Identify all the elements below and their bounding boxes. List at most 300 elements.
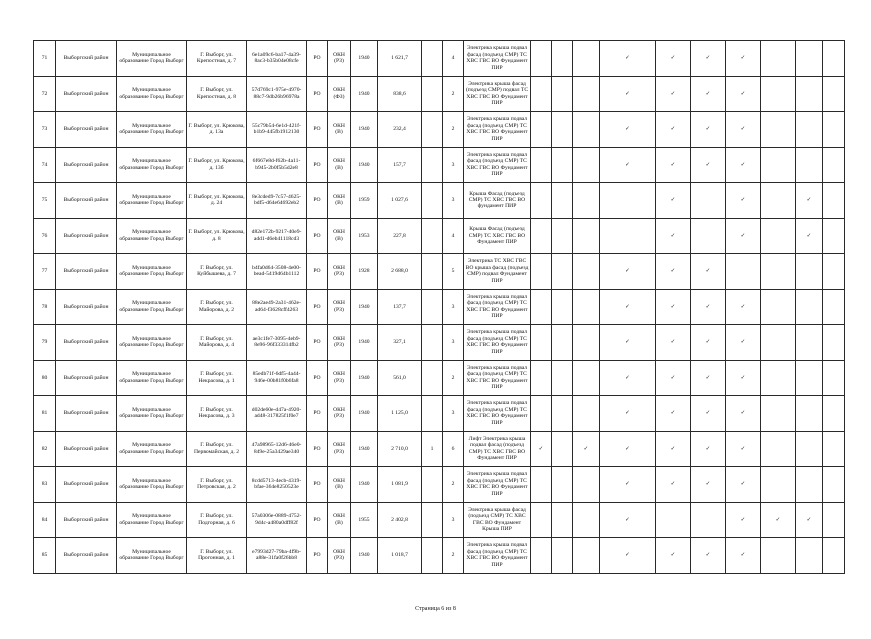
floors-cell: 3 bbox=[443, 183, 464, 219]
table-row bbox=[34, 325, 845, 361]
empty-check-cell bbox=[796, 76, 823, 112]
address-cell: Г. Выборг, ул. Первомайская, д. 2 bbox=[187, 431, 247, 467]
empty-check-cell bbox=[823, 41, 845, 77]
checkmark-cell: ✓ bbox=[796, 502, 823, 538]
checkmark-cell: ✓ bbox=[691, 396, 726, 432]
program-cell: РО bbox=[307, 254, 328, 290]
house-guid-cell: ae3c1fe7-3095-4eb9-8e96-96f333314fb2 bbox=[247, 325, 307, 361]
checkmark-cell: ✓ bbox=[656, 325, 691, 361]
checkmark-cell: ✓ bbox=[600, 431, 656, 467]
method-cell: ОКН (РЗ) bbox=[328, 360, 351, 396]
empty-check-cell bbox=[531, 254, 552, 290]
row-number: 79 bbox=[34, 325, 56, 361]
address-cell: Г. Выборг, ул. Прогонная, д. 1 bbox=[187, 538, 247, 574]
program-cell: РО bbox=[307, 112, 328, 148]
municipality-cell: Муниципальное образование Город Выборг bbox=[117, 147, 187, 183]
area-cell: 1 125,0 bbox=[378, 396, 422, 432]
empty-check-cell bbox=[552, 431, 573, 467]
empty-check-cell bbox=[796, 538, 823, 574]
checkmark-cell: ✓ bbox=[726, 41, 761, 77]
checkmark-cell: ✓ bbox=[656, 254, 691, 290]
table-row bbox=[34, 538, 845, 574]
address-cell: Г. Выборг, ул. Крюкова, д. 24 bbox=[187, 183, 247, 219]
works-list-cell: Электрика крыша подвал фасад (подъезд СМР) ТС ХВС ГВС ВО Фундамент ПИР bbox=[464, 467, 531, 503]
table-row bbox=[34, 431, 845, 467]
lift-count-cell bbox=[422, 112, 443, 148]
checkmark-cell: ✓ bbox=[600, 538, 656, 574]
empty-check-cell bbox=[761, 325, 796, 361]
checkmark-cell: ✓ bbox=[726, 325, 761, 361]
empty-check-cell bbox=[552, 325, 573, 361]
house-guid-cell: 6f667e8d-f62b-4a11-b945-2b0f5b5d2e8 bbox=[247, 147, 307, 183]
lift-count-cell bbox=[422, 76, 443, 112]
house-guid-cell: d82e172b-9217-40e9-add1-d6eb41118cd3 bbox=[247, 218, 307, 254]
checkmark-cell: ✓ bbox=[656, 289, 691, 325]
district-cell: Выборгский район bbox=[56, 183, 117, 219]
row-number: 82 bbox=[34, 431, 56, 467]
table-row bbox=[34, 467, 845, 503]
checkmark-cell: ✓ bbox=[573, 431, 600, 467]
district-cell: Выборгский район bbox=[56, 502, 117, 538]
checkmark-cell: ✓ bbox=[600, 76, 656, 112]
row-number: 71 bbox=[34, 41, 56, 77]
checkmark-cell: ✓ bbox=[600, 289, 656, 325]
address-cell: Г. Выборг, ул. Майорова, д. 2 bbox=[187, 289, 247, 325]
address-cell: Г. Выборг, ул. Куйбышева, д. 7 bbox=[187, 254, 247, 290]
empty-check-cell bbox=[552, 183, 573, 219]
method-cell: ОКН (РЗ) bbox=[328, 325, 351, 361]
empty-check-cell bbox=[726, 254, 761, 290]
checkmark-cell: ✓ bbox=[691, 112, 726, 148]
lift-count-cell bbox=[422, 183, 443, 219]
works-list-cell: Электрика крыша подвал фасад (подъезд СМР) ТС ХВС ГВС ВО Фундамент ПИР bbox=[464, 360, 531, 396]
empty-check-cell bbox=[531, 147, 552, 183]
checkmark-cell: ✓ bbox=[600, 396, 656, 432]
district-cell: Выборгский район bbox=[56, 147, 117, 183]
year-cell: 1940 bbox=[351, 76, 378, 112]
address-cell: Г. Выборг, ул. Крюкова, д. 13а bbox=[187, 112, 247, 148]
empty-check-cell bbox=[761, 467, 796, 503]
empty-check-cell bbox=[552, 218, 573, 254]
year-cell: 1940 bbox=[351, 538, 378, 574]
checkmark-cell: ✓ bbox=[656, 538, 691, 574]
district-cell: Выборгский район bbox=[56, 76, 117, 112]
empty-check-cell bbox=[531, 112, 552, 148]
empty-check-cell bbox=[573, 289, 600, 325]
district-cell: Выборгский район bbox=[56, 538, 117, 574]
empty-check-cell bbox=[823, 431, 845, 467]
district-cell: Выборгский район bbox=[56, 325, 117, 361]
checkmark-cell: ✓ bbox=[726, 431, 761, 467]
row-number: 72 bbox=[34, 76, 56, 112]
year-cell: 1940 bbox=[351, 147, 378, 183]
checkmark-cell: ✓ bbox=[600, 467, 656, 503]
row-number: 77 bbox=[34, 254, 56, 290]
table-row bbox=[34, 360, 845, 396]
address-cell: Г. Выборг, ул. Крюкова, д. 8 bbox=[187, 218, 247, 254]
area-cell: 1 621,7 bbox=[378, 41, 422, 77]
checkmark-cell: ✓ bbox=[531, 431, 552, 467]
checkmark-cell: ✓ bbox=[600, 112, 656, 148]
checkmark-cell: ✓ bbox=[691, 76, 726, 112]
empty-check-cell bbox=[531, 325, 552, 361]
house-guid-cell: e7993d27-79ba-4f9b-a88e-31fa0f26bb8 bbox=[247, 538, 307, 574]
lift-count-cell bbox=[422, 396, 443, 432]
municipality-cell: Муниципальное образование Город Выборг bbox=[117, 538, 187, 574]
empty-check-cell bbox=[531, 289, 552, 325]
empty-check-cell bbox=[573, 76, 600, 112]
row-number: 81 bbox=[34, 396, 56, 432]
method-cell: ОКН (В) bbox=[328, 218, 351, 254]
year-cell: 1940 bbox=[351, 289, 378, 325]
floors-cell: 3 bbox=[443, 289, 464, 325]
checkmark-cell: ✓ bbox=[600, 41, 656, 77]
municipality-cell: Муниципальное образование Город Выборг bbox=[117, 431, 187, 467]
empty-check-cell bbox=[823, 502, 845, 538]
checkmark-cell: ✓ bbox=[726, 218, 761, 254]
year-cell: 1940 bbox=[351, 41, 378, 77]
empty-check-cell bbox=[552, 147, 573, 183]
lift-count-cell bbox=[422, 254, 443, 290]
house-guid-cell: 47a98965-12d6-46e0-849e-25a3429ae340 bbox=[247, 431, 307, 467]
checkmark-cell: ✓ bbox=[656, 147, 691, 183]
row-number: 76 bbox=[34, 218, 56, 254]
district-cell: Выборгский район bbox=[56, 112, 117, 148]
year-cell: 1940 bbox=[351, 467, 378, 503]
district-cell: Выборгский район bbox=[56, 360, 117, 396]
checkmark-cell: ✓ bbox=[691, 289, 726, 325]
checkmark-cell: ✓ bbox=[691, 325, 726, 361]
empty-check-cell bbox=[823, 112, 845, 148]
empty-check-cell bbox=[823, 183, 845, 219]
year-cell: 1940 bbox=[351, 431, 378, 467]
checkmark-cell: ✓ bbox=[726, 289, 761, 325]
area-cell: 137,7 bbox=[378, 289, 422, 325]
house-guid-cell: 88e2ae49-2a31-462e-ad64-f3628cff4263 bbox=[247, 289, 307, 325]
checkmark-cell: ✓ bbox=[656, 467, 691, 503]
checkmark-cell: ✓ bbox=[691, 41, 726, 77]
area-cell: 2 402,8 bbox=[378, 502, 422, 538]
house-guid-cell: 57a0306e-0889-4752-9d4c-a480a0dff82f bbox=[247, 502, 307, 538]
district-cell: Выборгский район bbox=[56, 431, 117, 467]
checkmark-cell: ✓ bbox=[600, 502, 656, 538]
empty-check-cell bbox=[796, 254, 823, 290]
checkmark-cell: ✓ bbox=[691, 254, 726, 290]
area-cell: 1 027,6 bbox=[378, 183, 422, 219]
floors-cell: 4 bbox=[443, 41, 464, 77]
house-guid-cell: d02de60e-d47a-4920-ad48-317825f1f0e7 bbox=[247, 396, 307, 432]
row-number: 84 bbox=[34, 502, 56, 538]
empty-check-cell bbox=[531, 467, 552, 503]
program-cell: РО bbox=[307, 396, 328, 432]
checkmark-cell: ✓ bbox=[656, 76, 691, 112]
empty-check-cell bbox=[761, 254, 796, 290]
program-cell: РО bbox=[307, 431, 328, 467]
municipality-cell: Муниципальное образование Город Выборг bbox=[117, 325, 187, 361]
area-cell: 561,0 bbox=[378, 360, 422, 396]
empty-check-cell bbox=[600, 218, 656, 254]
empty-check-cell bbox=[796, 41, 823, 77]
empty-check-cell bbox=[573, 218, 600, 254]
checkmark-cell: ✓ bbox=[600, 360, 656, 396]
floors-cell: 3 bbox=[443, 147, 464, 183]
year-cell: 1955 bbox=[351, 502, 378, 538]
house-guid-cell: 55c79b54-6e1d-421f-b1b9-445fb1912130 bbox=[247, 112, 307, 148]
lift-count-cell bbox=[422, 325, 443, 361]
empty-check-cell bbox=[552, 254, 573, 290]
lift-count-cell bbox=[422, 289, 443, 325]
year-cell: 1940 bbox=[351, 112, 378, 148]
municipality-cell: Муниципальное образование Город Выборг bbox=[117, 76, 187, 112]
checkmark-cell: ✓ bbox=[726, 112, 761, 148]
empty-check-cell bbox=[573, 360, 600, 396]
method-cell: ОКН (РЗ) bbox=[328, 254, 351, 290]
lift-count-cell bbox=[422, 147, 443, 183]
lift-count-cell bbox=[422, 218, 443, 254]
empty-check-cell bbox=[573, 538, 600, 574]
checkmark-cell: ✓ bbox=[691, 538, 726, 574]
empty-check-cell bbox=[761, 41, 796, 77]
lift-count-cell bbox=[422, 41, 443, 77]
house-guid-cell: 85edb71f-6df5-4a44-946e-00b81f0b6fa8 bbox=[247, 360, 307, 396]
municipality-cell: Муниципальное образование Город Выборг bbox=[117, 289, 187, 325]
program-cell: РО bbox=[307, 218, 328, 254]
empty-check-cell bbox=[691, 183, 726, 219]
area-cell: 232,4 bbox=[378, 112, 422, 148]
checkmark-cell: ✓ bbox=[600, 147, 656, 183]
floors-cell: 4 bbox=[443, 218, 464, 254]
checkmark-cell: ✓ bbox=[600, 254, 656, 290]
year-cell: 1953 bbox=[351, 218, 378, 254]
empty-check-cell bbox=[573, 325, 600, 361]
municipality-cell: Муниципальное образование Город Выборг bbox=[117, 360, 187, 396]
empty-check-cell bbox=[761, 431, 796, 467]
empty-check-cell bbox=[823, 325, 845, 361]
address-cell: Г. Выборг, ул. Крепостная, д. 7 bbox=[187, 41, 247, 77]
district-cell: Выборгский район bbox=[56, 254, 117, 290]
table-row bbox=[34, 147, 845, 183]
program-cell: РО bbox=[307, 325, 328, 361]
year-cell: 1940 bbox=[351, 325, 378, 361]
area-cell: 2 688,0 bbox=[378, 254, 422, 290]
checkmark-cell: ✓ bbox=[796, 183, 823, 219]
municipality-cell: Муниципальное образование Город Выборг bbox=[117, 502, 187, 538]
checkmark-cell: ✓ bbox=[726, 76, 761, 112]
area-cell: 1 018,7 bbox=[378, 538, 422, 574]
empty-check-cell bbox=[761, 218, 796, 254]
empty-check-cell bbox=[823, 360, 845, 396]
empty-check-cell bbox=[796, 147, 823, 183]
checkmark-cell: ✓ bbox=[656, 431, 691, 467]
floors-cell: 3 bbox=[443, 502, 464, 538]
works-list-cell: Крыша Фасад (подъезд СМР) ТС ХВС ГВС ВО фундамент ПИР bbox=[464, 183, 531, 219]
municipality-cell: Муниципальное образование Город Выборг bbox=[117, 396, 187, 432]
row-number: 83 bbox=[34, 467, 56, 503]
checkmark-cell: ✓ bbox=[691, 360, 726, 396]
lift-count-cell bbox=[422, 538, 443, 574]
checkmark-cell: ✓ bbox=[656, 183, 691, 219]
empty-check-cell bbox=[796, 431, 823, 467]
table-row bbox=[34, 254, 845, 290]
empty-check-cell bbox=[823, 76, 845, 112]
house-guid-cell: 6e1a09c6-ba17-4a39-8ac3-b35b04e08cfe bbox=[247, 41, 307, 77]
works-list-cell: Электрика крыша подвал фасад (подъезд СМР) ТС ХВС ГВС ВО Фундамент ПИР bbox=[464, 325, 531, 361]
empty-check-cell bbox=[796, 360, 823, 396]
works-list-cell: Электрика крыша подвал фасад (подъезд СМР) ТС ХВС ГВС ВО Фундамент ПИР bbox=[464, 396, 531, 432]
district-cell: Выборгский район bbox=[56, 396, 117, 432]
empty-check-cell bbox=[761, 183, 796, 219]
year-cell: 1928 bbox=[351, 254, 378, 290]
checkmark-cell: ✓ bbox=[656, 112, 691, 148]
area-cell: 157,7 bbox=[378, 147, 422, 183]
empty-check-cell bbox=[823, 396, 845, 432]
house-guid-cell: 57d769c1-975e-4970-88c7-9db26b96978a bbox=[247, 76, 307, 112]
checkmark-cell: ✓ bbox=[726, 183, 761, 219]
row-number: 80 bbox=[34, 360, 56, 396]
checkmark-cell: ✓ bbox=[761, 502, 796, 538]
area-cell: 227,8 bbox=[378, 218, 422, 254]
empty-check-cell bbox=[552, 467, 573, 503]
row-number: 74 bbox=[34, 147, 56, 183]
empty-check-cell bbox=[531, 218, 552, 254]
method-cell: ОКН (В) bbox=[328, 147, 351, 183]
checkmark-cell: ✓ bbox=[656, 41, 691, 77]
year-cell: 1940 bbox=[351, 360, 378, 396]
works-list-cell: Электрика крыша подвал фасад (подъезд СМР) ТС ХВС ГВС ВО Фундамент ПИР bbox=[464, 289, 531, 325]
district-cell: Выборгский район bbox=[56, 41, 117, 77]
method-cell: ОКН (В) bbox=[328, 467, 351, 503]
lift-count-cell bbox=[422, 360, 443, 396]
checkmark-cell: ✓ bbox=[726, 467, 761, 503]
empty-check-cell bbox=[573, 112, 600, 148]
floors-cell: 2 bbox=[443, 112, 464, 148]
municipality-cell: Муниципальное образование Город Выборг bbox=[117, 41, 187, 77]
municipality-cell: Муниципальное образование Город Выборг bbox=[117, 218, 187, 254]
district-cell: Выборгский район bbox=[56, 289, 117, 325]
table-row bbox=[34, 76, 845, 112]
row-number: 78 bbox=[34, 289, 56, 325]
checkmark-cell: ✓ bbox=[726, 147, 761, 183]
district-cell: Выборгский район bbox=[56, 467, 117, 503]
empty-check-cell bbox=[573, 396, 600, 432]
empty-check-cell bbox=[573, 147, 600, 183]
empty-check-cell bbox=[552, 502, 573, 538]
works-list-cell: Крыша Фасад (подъезд СМР) ТС ХВС ГВС ВО Фундамент ПИР bbox=[464, 218, 531, 254]
empty-check-cell bbox=[600, 183, 656, 219]
area-cell: 1 081,9 bbox=[378, 467, 422, 503]
empty-check-cell bbox=[823, 218, 845, 254]
program-cell: РО bbox=[307, 289, 328, 325]
housing-register-table bbox=[33, 40, 845, 574]
floors-cell: 2 bbox=[443, 538, 464, 574]
address-cell: Г. Выборг, ул. Некрасова, д. 1 bbox=[187, 360, 247, 396]
district-cell: Выборгский район bbox=[56, 218, 117, 254]
method-cell: ОКН (РЗ) bbox=[328, 396, 351, 432]
program-cell: РО bbox=[307, 147, 328, 183]
area-cell: 2 710,0 bbox=[378, 431, 422, 467]
floors-cell: 2 bbox=[443, 467, 464, 503]
empty-check-cell bbox=[552, 41, 573, 77]
method-cell: ОКН (РЗ) bbox=[328, 538, 351, 574]
address-cell: Г. Выборг, ул. Петровская, д. 2 bbox=[187, 467, 247, 503]
empty-check-cell bbox=[823, 467, 845, 503]
checkmark-cell: ✓ bbox=[656, 218, 691, 254]
row-number: 85 bbox=[34, 538, 56, 574]
program-cell: РО bbox=[307, 502, 328, 538]
empty-check-cell bbox=[531, 396, 552, 432]
empty-check-cell bbox=[531, 76, 552, 112]
empty-check-cell bbox=[796, 289, 823, 325]
area-cell: 327,1 bbox=[378, 325, 422, 361]
empty-check-cell bbox=[823, 289, 845, 325]
checkmark-cell: ✓ bbox=[600, 325, 656, 361]
address-cell: Г. Выборг, ул. Крепостная, д. 8 bbox=[187, 76, 247, 112]
table-body bbox=[34, 41, 845, 574]
empty-check-cell bbox=[552, 396, 573, 432]
empty-check-cell bbox=[573, 467, 600, 503]
empty-check-cell bbox=[573, 41, 600, 77]
area-cell: 838,6 bbox=[378, 76, 422, 112]
floors-cell: 3 bbox=[443, 396, 464, 432]
address-cell: Г. Выборг, ул. Подгорная, д. 6 bbox=[187, 502, 247, 538]
program-cell: РО bbox=[307, 41, 328, 77]
table-row bbox=[34, 396, 845, 432]
checkmark-cell: ✓ bbox=[656, 396, 691, 432]
empty-check-cell bbox=[796, 112, 823, 148]
checkmark-cell: ✓ bbox=[726, 538, 761, 574]
address-cell: Г. Выборг, ул. Крюкова, д. 13б bbox=[187, 147, 247, 183]
house-guid-cell: b4fa0d64-3508-4e00-bead-5419d64b1112 bbox=[247, 254, 307, 290]
empty-check-cell bbox=[552, 76, 573, 112]
empty-check-cell bbox=[761, 396, 796, 432]
program-cell: РО bbox=[307, 538, 328, 574]
empty-check-cell bbox=[761, 360, 796, 396]
empty-check-cell bbox=[573, 254, 600, 290]
table-row bbox=[34, 41, 845, 77]
table-row bbox=[34, 218, 845, 254]
lift-count-cell: 1 bbox=[422, 431, 443, 467]
address-cell: Г. Выборг, ул. Некрасова, д. 3 bbox=[187, 396, 247, 432]
table-row bbox=[34, 502, 845, 538]
empty-check-cell bbox=[761, 112, 796, 148]
floors-cell: 6 bbox=[443, 431, 464, 467]
floors-cell: 3 bbox=[443, 325, 464, 361]
empty-check-cell bbox=[531, 538, 552, 574]
program-cell: РО bbox=[307, 76, 328, 112]
checkmark-cell: ✓ bbox=[691, 147, 726, 183]
checkmark-cell: ✓ bbox=[726, 396, 761, 432]
method-cell: ОКН (РЗ) bbox=[328, 41, 351, 77]
year-cell: 1959 bbox=[351, 183, 378, 219]
municipality-cell: Муниципальное образование Город Выборг bbox=[117, 254, 187, 290]
page-number: Страница 6 из 8 bbox=[415, 606, 456, 612]
checkmark-cell: ✓ bbox=[726, 502, 761, 538]
works-list-cell: Электрика крыша фасад (подъезд СМР) ТС ХВС ГВС ВО Фундамент Крыша ПИР bbox=[464, 502, 531, 538]
house-guid-cell: 8cdd5713-4ecb-4319-bfae-364e8250523e bbox=[247, 467, 307, 503]
works-list-cell: Электрика крыша подвал фасад (подъезд СМР) ТС ХВС ГВС ВО Фундамент ПИР bbox=[464, 112, 531, 148]
method-cell: ОКН (РЗ) bbox=[328, 431, 351, 467]
works-list-cell: Электрика крыша подвал фасад (подъезд СМР) ТС ХВС ГВС ВО Фундамент ПИР bbox=[464, 147, 531, 183]
row-number: 73 bbox=[34, 112, 56, 148]
empty-check-cell bbox=[552, 360, 573, 396]
method-cell: ОКН (В) bbox=[328, 502, 351, 538]
program-cell: РО bbox=[307, 467, 328, 503]
row-number: 75 bbox=[34, 183, 56, 219]
empty-check-cell bbox=[573, 183, 600, 219]
table-row bbox=[34, 183, 845, 219]
empty-check-cell bbox=[823, 538, 845, 574]
empty-check-cell bbox=[691, 502, 726, 538]
